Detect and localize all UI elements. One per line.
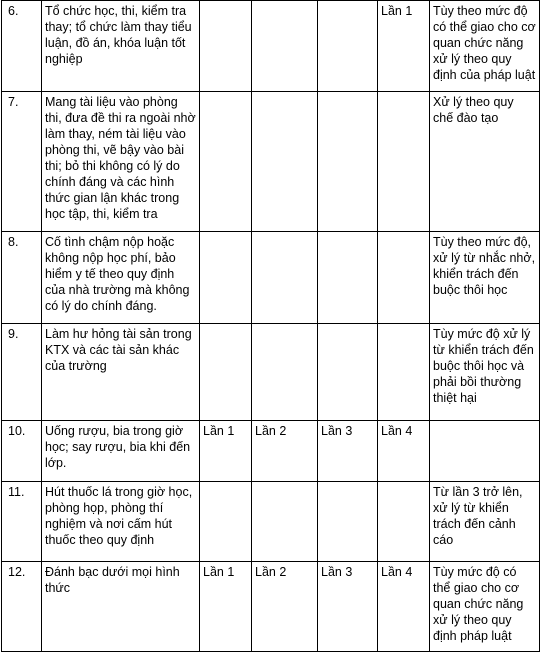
handling-note: Tùy theo mức độ có thể giao cho cơ quan chức năng xử lý theo quy định của pháp luật (430, 1, 540, 92)
violations-table (1, 0, 540, 652)
cell-lan-1 (200, 232, 252, 324)
cell-lan-1 (200, 482, 252, 562)
cell-lan-4 (378, 232, 430, 324)
cell-lan-4 (378, 324, 430, 421)
cell-lan-4: Lần 4 (378, 562, 430, 652)
cell-lan-2 (252, 482, 318, 562)
row-number: 9. (2, 324, 42, 421)
cell-lan-2 (252, 324, 318, 421)
cell-lan-4: Lần 4 (378, 421, 430, 482)
handling-note: Tùy theo mức độ, xử lý từ nhắc nhở, khiển trách đến buộc thôi học (430, 232, 540, 324)
violation-description: Mang tài liệu vào phòng thi, đưa đề thi ra ngoài nhờ làm thay, ném tài liệu vào phòng thi, vẽ bậy vào bài thi; bỏ thi không có lý do chính đáng và các hình thức gian lận khác trong học tập, thi, kiểm tra (42, 92, 200, 232)
table-row (2, 482, 540, 562)
cell-lan-2 (252, 1, 318, 92)
cell-lan-1 (200, 1, 252, 92)
table-row (2, 562, 540, 652)
violation-description: Uống rượu, bia trong giờ học; say rượu, bia khi đến lớp. (42, 421, 200, 482)
table-row (2, 421, 540, 482)
row-number: 8. (2, 232, 42, 324)
cell-lan-3 (318, 92, 378, 232)
cell-lan-4: Lần 1 (378, 1, 430, 92)
table-row (2, 92, 540, 232)
violation-description: Hút thuốc lá trong giờ học, phòng họp, phòng thí nghiệm và nơi cấm hút thuốc theo quy định (42, 482, 200, 562)
cell-lan-2 (252, 92, 318, 232)
row-number: 7. (2, 92, 42, 232)
handling-note: Tùy mức độ xử lý từ khiển trách đến buộc thôi học và phải bồi thường thiệt hại (430, 324, 540, 421)
cell-lan-1 (200, 92, 252, 232)
cell-lan-2: Lần 2 (252, 562, 318, 652)
handling-note: Từ lần 3 trở lên, xử lý từ khiển trách đến cảnh cáo (430, 482, 540, 562)
row-number: 10. (2, 421, 42, 482)
cell-lan-2 (252, 232, 318, 324)
row-number: 12. (2, 562, 42, 652)
cell-lan-2: Lần 2 (252, 421, 318, 482)
violation-description: Đánh bạc dưới mọi hình thức (42, 562, 200, 652)
cell-lan-1 (200, 324, 252, 421)
cell-lan-3: Lần 3 (318, 562, 378, 652)
handling-note: Xử lý theo quy chế đào tạo (430, 92, 540, 232)
cell-lan-4 (378, 482, 430, 562)
cell-lan-3 (318, 324, 378, 421)
table-row (2, 324, 540, 421)
cell-lan-1: Lần 1 (200, 562, 252, 652)
cell-lan-1: Lần 1 (200, 421, 252, 482)
violation-description: Tổ chức học, thi, kiểm tra thay; tổ chức làm thay tiểu luận, đồ án, khóa luận tốt nghiệp (42, 1, 200, 92)
cell-lan-3 (318, 1, 378, 92)
violation-description: Làm hư hỏng tài sản trong KTX và các tài sản khác của trường (42, 324, 200, 421)
cell-lan-4 (378, 92, 430, 232)
row-number: 6. (2, 1, 42, 92)
cell-lan-3 (318, 232, 378, 324)
handling-note (430, 421, 540, 482)
cell-lan-3 (318, 482, 378, 562)
table-row (2, 232, 540, 324)
table-row (2, 1, 540, 92)
cell-lan-3: Lần 3 (318, 421, 378, 482)
handling-note: Tùy mức độ có thể giao cho cơ quan chức năng xử lý theo quy định pháp luật (430, 562, 540, 652)
row-number: 11. (2, 482, 42, 562)
violation-description: Cố tình chậm nộp hoặc không nộp học phí, bảo hiểm y tế theo quy định của nhà trường mà không có lý do chính đáng. (42, 232, 200, 324)
